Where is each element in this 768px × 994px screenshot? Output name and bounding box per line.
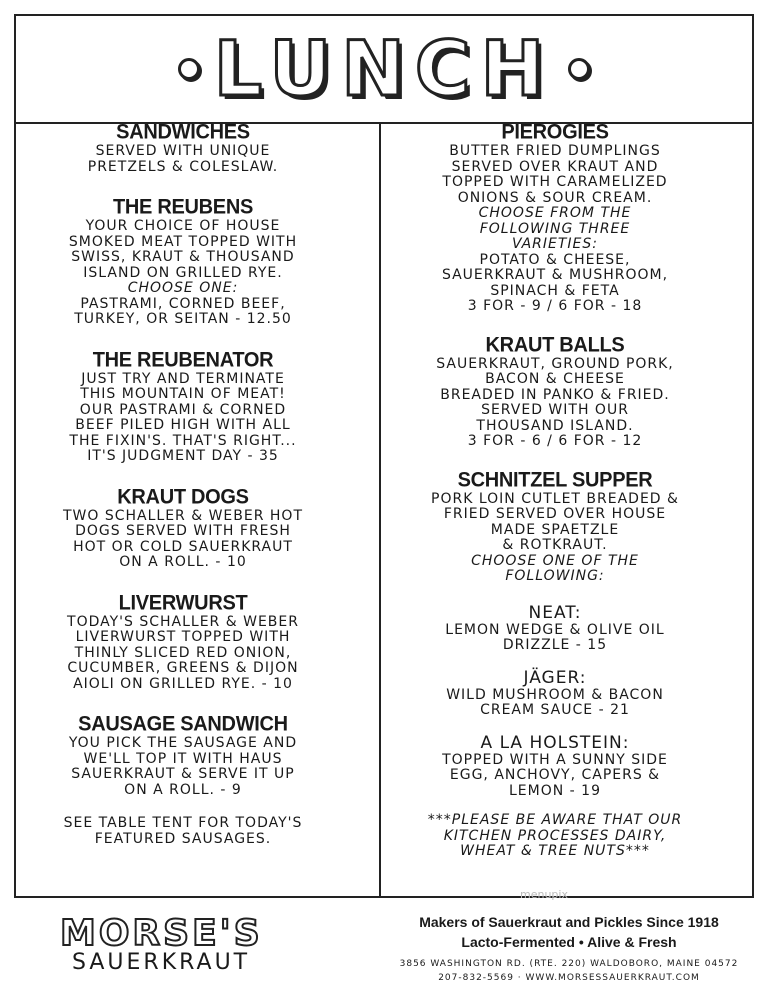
option-line: 3 FOR - 9 / 6 FOR - 18 bbox=[467, 298, 643, 314]
menu-section bbox=[382, 668, 728, 719]
choose-line: VARIETIES: bbox=[511, 236, 599, 252]
option-line: POTATO & CHEESE, bbox=[479, 251, 631, 268]
choose-line: CHOOSE FROM THE bbox=[478, 205, 632, 221]
choose-line: WHEAT & TREE NUTS*** bbox=[460, 843, 650, 859]
choose-line: KITCHEN PROCESSES DAIRY, bbox=[443, 827, 667, 844]
description-line: CREAM SAUCE - 21 bbox=[480, 702, 630, 718]
description-line: DRIZZLE - 15 bbox=[502, 637, 608, 653]
description-line: PORK LOIN CUTLET BREADED & bbox=[431, 490, 679, 507]
column-divider bbox=[379, 124, 381, 898]
footer bbox=[0, 900, 768, 994]
description-line: CUCUMBER, GREENS & DIJON bbox=[67, 660, 299, 676]
menu-section bbox=[10, 195, 356, 328]
brand-logo: MORSE'S bbox=[60, 913, 263, 954]
option-line: PASTRAMI, CORNED BEEF, bbox=[80, 295, 286, 312]
description-line: SWISS, KRAUT & THOUSAND bbox=[71, 249, 295, 265]
menu-section bbox=[10, 120, 356, 175]
menu-section bbox=[382, 813, 728, 860]
description-line: SERVED OVER KRAUT AND bbox=[451, 158, 659, 175]
section-title: SAUSAGE SANDWICH bbox=[78, 712, 288, 736]
description-line: & ROTKRAUT. bbox=[502, 537, 608, 553]
watermark: menupix bbox=[520, 888, 568, 901]
menu-section bbox=[10, 816, 356, 847]
menu-section bbox=[382, 733, 728, 800]
menu-section bbox=[382, 603, 728, 654]
section-title: THE REUBENATOR bbox=[92, 347, 274, 372]
brand-subtitle: SAUERKRAUT bbox=[72, 950, 251, 975]
address: 3856 WASHINGTON RD. (RTE. 220) WALDOBORO, MAINE 04572 bbox=[399, 959, 739, 969]
menu-section bbox=[10, 348, 356, 465]
description-line: ON A ROLL. - 10 bbox=[119, 554, 247, 570]
section-title: LIVERWURST bbox=[118, 590, 248, 615]
choose-line: CHOOSE ONE: bbox=[127, 280, 239, 296]
page-title: LUNCH bbox=[213, 24, 555, 113]
description-line: YOU PICK THE SAUSAGE AND bbox=[68, 735, 298, 751]
description-line: THIS MOUNTAIN OF MEAT! bbox=[80, 386, 286, 402]
choose-line: CHOOSE ONE OF THE bbox=[471, 552, 639, 569]
menu-section bbox=[382, 333, 728, 450]
description-line: FEATURED SAUSAGES. bbox=[94, 830, 272, 847]
left-column bbox=[10, 120, 356, 847]
description-line: EGG, ANCHOVY, CAPERS & bbox=[449, 767, 661, 783]
description-line: BUTTER FRIED DUMPLINGS bbox=[449, 143, 661, 159]
menu-section bbox=[382, 120, 728, 315]
description-line: IT'S JUDGMENT DAY - 35 bbox=[87, 448, 279, 464]
section-title: KRAUT DOGS bbox=[117, 484, 249, 509]
description-line: THINLY SLICED RED ONION, bbox=[74, 644, 292, 661]
description-line: BREADED IN PANKO & FRIED. bbox=[440, 386, 670, 403]
menu-section bbox=[10, 485, 356, 571]
description-line: ON A ROLL. - 9 bbox=[124, 781, 242, 798]
menu-section bbox=[10, 712, 356, 798]
description-line: AIOLI ON GRILLED RYE. - 10 bbox=[73, 675, 293, 692]
description-line: SAUERKRAUT & SERVE IT UP bbox=[71, 766, 295, 782]
description-line: DOGS SERVED WITH FRESH bbox=[75, 523, 291, 539]
description-line: LEMON - 19 bbox=[509, 782, 601, 799]
description-line: 3 FOR - 6 / 6 FOR - 12 bbox=[467, 433, 643, 449]
description-line: SERVED WITH UNIQUE bbox=[95, 143, 271, 159]
description-line: TWO SCHALLER & WEBER HOT bbox=[62, 507, 304, 524]
description-line: SEE TABLE TENT FOR TODAY'S bbox=[63, 815, 303, 831]
section-title: PIEROGIES bbox=[501, 120, 609, 144]
option-line: SAUERKRAUT & MUSHROOM, bbox=[441, 267, 669, 283]
description-line: THE FIXIN'S. THAT'S RIGHT... bbox=[69, 432, 297, 449]
choose-line: FOLLOWING: bbox=[505, 568, 605, 584]
choose-line: ***PLEASE BE AWARE THAT OUR bbox=[427, 812, 683, 828]
description-line: FRIED SERVED OVER HOUSE bbox=[443, 506, 667, 522]
section-title: SCHNITZEL SUPPER bbox=[457, 467, 653, 492]
description-line: YOUR CHOICE OF HOUSE bbox=[85, 218, 281, 234]
menu-section bbox=[382, 468, 728, 585]
description-line: TODAY'S SCHALLER & WEBER bbox=[67, 613, 299, 630]
description-line: SMOKED MEAT TOPPED WITH bbox=[68, 233, 298, 250]
description-line: BEEF PILED HIGH WITH ALL bbox=[75, 417, 291, 433]
description-line: THOUSAND ISLAND. bbox=[476, 417, 634, 434]
tagline-fermented: Lacto-Fermented • Alive & Fresh bbox=[461, 934, 677, 950]
option-title: A LA HOLSTEIN: bbox=[480, 732, 630, 753]
description-line: MADE SPAETZLE bbox=[490, 521, 620, 538]
option-title: NEAT: bbox=[528, 602, 582, 623]
choose-line: FOLLOWING THREE bbox=[479, 220, 631, 237]
tagline-makers: Makers of Sauerkraut and Pickles Since 1918 bbox=[419, 914, 719, 930]
description-line: SAUERKRAUT, GROUND PORK, bbox=[436, 355, 674, 372]
description-line: TOPPED WITH A SUNNY SIDE bbox=[442, 751, 668, 768]
title-dot-left-icon bbox=[178, 58, 200, 80]
description-line: HOT OR COLD SAUERKRAUT bbox=[73, 538, 293, 555]
option-title: JÄGER: bbox=[523, 667, 587, 688]
description-line: OUR PASTRAMI & CORNED bbox=[79, 401, 287, 418]
description-line: LIVERWURST TOPPED WITH bbox=[75, 629, 291, 645]
description-line: PRETZELS & COLESLAW. bbox=[87, 158, 279, 175]
section-title: SANDWICHES bbox=[116, 120, 250, 144]
title-dot-right-icon bbox=[568, 58, 590, 80]
description-line: ONIONS & SOUR CREAM. bbox=[457, 189, 653, 206]
description-line: BACON & CHEESE bbox=[485, 371, 625, 387]
contact: 207-832-5569 · WWW.MORSESSAUERKRAUT.COM bbox=[438, 973, 700, 983]
section-title: THE REUBENS bbox=[112, 195, 254, 219]
description-line: ISLAND ON GRILLED RYE. bbox=[83, 264, 283, 281]
description-line: JUST TRY AND TERMINATE bbox=[81, 370, 285, 387]
description-line: LEMON WEDGE & OLIVE OIL bbox=[445, 621, 665, 638]
description-line: WE'LL TOP IT WITH HAUS bbox=[83, 750, 283, 767]
right-column bbox=[382, 120, 728, 860]
description-line: TOPPED WITH CARAMELIZED bbox=[442, 174, 668, 190]
description-line: SERVED WITH OUR bbox=[481, 402, 629, 418]
option-line: SPINACH & FETA bbox=[490, 282, 620, 299]
title-box bbox=[16, 16, 752, 124]
description-line: WILD MUSHROOM & BACON bbox=[446, 686, 664, 703]
option-line: TURKEY, OR SEITAN - 12.50 bbox=[74, 311, 292, 327]
menu-section bbox=[10, 591, 356, 693]
section-title: KRAUT BALLS bbox=[485, 332, 625, 357]
